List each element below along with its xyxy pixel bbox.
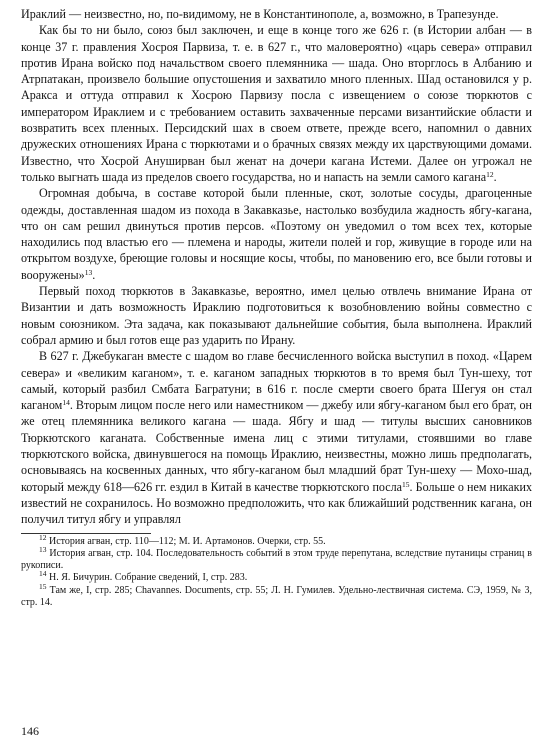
footnote-ref: 14: [62, 398, 70, 408]
paragraph: Ираклий — неизвестно, но, по-видимому, не в Константинополе, а, возможно, в Трапезунде.: [21, 7, 499, 21]
footnote-mark: 15: [39, 581, 47, 591]
paragraph: Как бы то ни было, союз был заключен, и еще в конце того же 626 г. (в Истории албан — в конце 37 г. правления Хосроя Парвиза, т. е. в 627 г., что маловероятно) «царь севера» отправил против Ирана войско под начальством своего племянника — шада. Оно вторглось в Албанию и Атрпатакан, произвело большие опустошения и захватило много пленных. Шад остановился у р. Аракса и оттуда отправил к Хосрою Парвизу посла с извещением о союзе тюркютов с императором Ираклием и с требованием оставить захваченные персами византийские области и возвратить всех пленных. Персидский шах в своем ответе, прежде всего, напомнил о давних дружеских отношениях Ирана с тюркютами и о брачных связях между их царствующими домами. Известно, что Хосрой Ануширван был женат на дочери кагана Истеми. Далее он угрожал не только выгнать шада из пределов своего государства, но и напасть на земли самого кагана$^{12}$.: [21, 23, 532, 184]
paragraph: Первый поход тюркютов в Закавказье, вероятно, имел целью отвлечь внимание Ирана от Византии и дать возможность Ираклию подготовиться к возобновлению войны совместно с новым союзником. Эта задача, как показывают дальнейшие события, была выполнена. Ираклий собрал армию и был готов еще раз ударить по Ирану.: [21, 284, 532, 347]
paragraph: Огромная добыча, в составе которой были пленные, скот, золотые сосуды, драгоценные одежды, доставленная шадом из похода в Закавказье, настолько возбудила жадность ябгу-кагана, что он сам решил двинуться против персов. «Поэтому он уведомил о том всех тех, которые находились под властью его — племена и народы, жители полей и гор, живущие в городе или на открытом воздухе, бреющие головы и носящие косы, чтобы, по мановению его, все были готовы и вооружены»$^{13}$.: [21, 186, 532, 282]
footnote: $^{15}$ Там же, I, стр. 285; Chavannes. Documents, стр. 55; Л. Н. Гумилев. Удельно-лествичная система. СЭ, 1959, № 3, стр. 14.: [21, 581, 532, 608]
footnote-mark: 14: [39, 569, 47, 579]
footnotes: [21, 532, 533, 610]
footnote: $^{13}$ История агван, стр. 104. Последовательность событий в этом труде перепутана, вследствие путаницы страниц в рукописи.: [21, 544, 533, 572]
footnote: $^{14}$ Н. Я. Бичурин. Собрание сведений, I, стр. 283.: [39, 569, 248, 584]
footnote: $^{12}$ История агван, стр. 110—112; М. И. Артамонов. Очерки, стр. 55.: [39, 532, 326, 547]
paragraph: В 627 г. Джебукаган вместе с шадом во главе бесчисленного войска выступил в поход. «Царем севера» и «великим каганом», т. е. каганом западных тюркютов в то время был Тун-шеху, тот самый, который разбил Смбата Багратуни; в 616 г. после смерти своего брата Шегуя он стал каганом$^{14}$. Вторым лицом после него или наместником — джебу или ябгу-каганом был его брат, он же отец племянника великого кагана — шада. Ябгу и шад — титулы высших сановников Тюркютского каганата. Собственные имена лиц с этими титулами, стоявшими во главе тюркютского войска, двинувшегося на помощь Ираклию, неизвестны, можно лишь предполагать, основываясь на косвенных данных, что ябгу-каганом был младший брат Тун-шеху — Мохо-шад, который между 618—626 гг. ездил в Китай в качестве тюркютского посла$^{15}$. Больше о нем никаких известий не сохранилось. Но возможно предположить, что как ближайший родственник кагана, он получил титул ябгу и управлял: [21, 349, 532, 527]
page-number: 146: [21, 724, 39, 738]
body-text: [21, 6, 532, 528]
footnote-ref: 15: [402, 479, 410, 489]
footnote-ref: 12: [486, 169, 494, 179]
footnote-mark: 13: [39, 544, 47, 554]
footnote-mark: 12: [39, 532, 47, 542]
footnote-ref: 13: [84, 267, 93, 277]
